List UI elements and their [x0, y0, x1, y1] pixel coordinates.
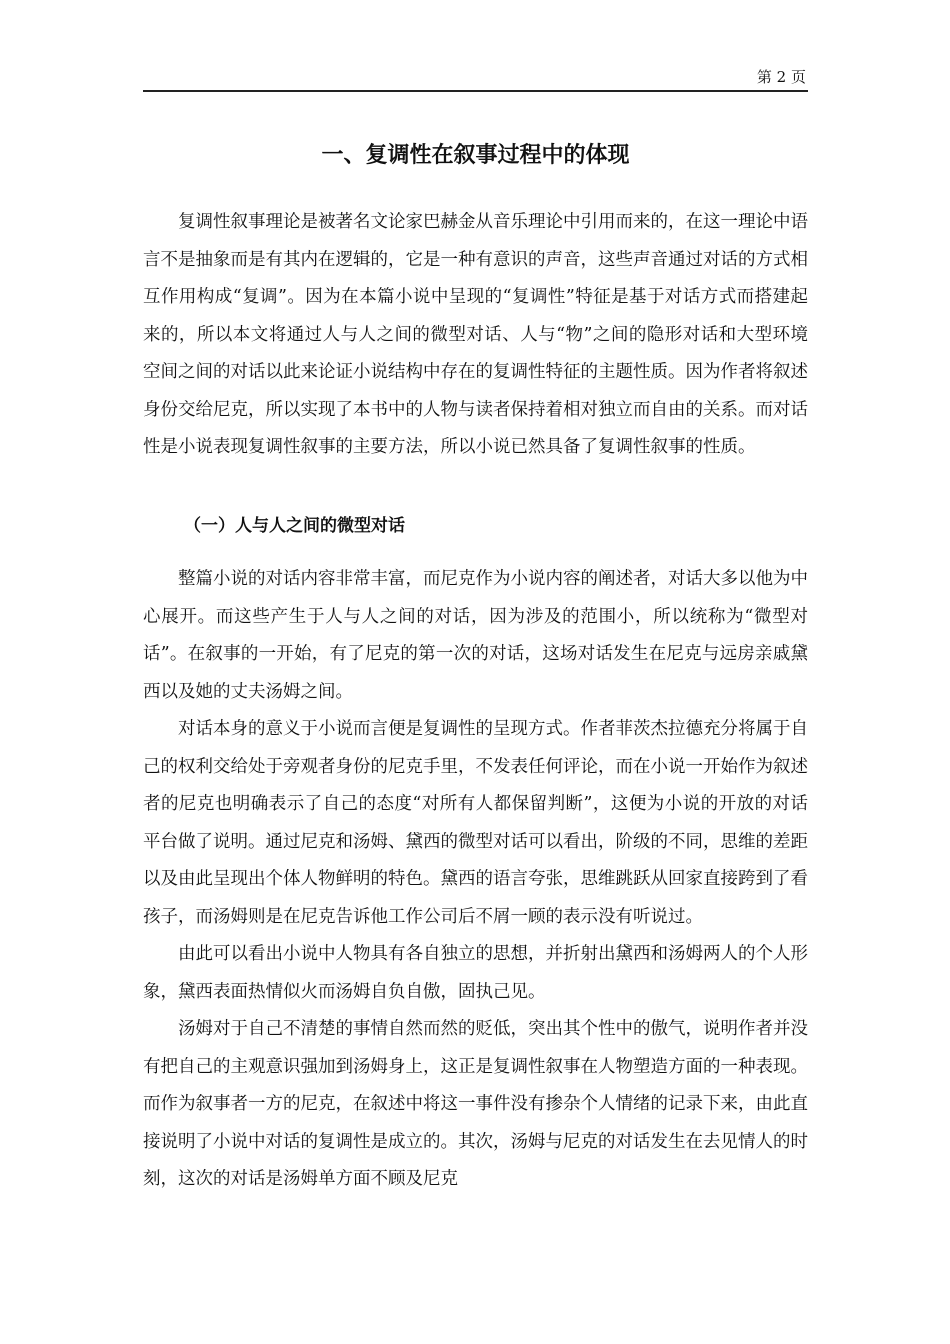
body-paragraph: 复调性叙事理论是被著名文论家巴赫金从音乐理论中引用而来的，在这一理论中语言不是抽象而是有其内在逻辑的，它是一种有意识的声音，这些声音通过对话的方式相互作用构成“复调”。因为在本篇小说中呈现的“复调性”特征是基于对话方式而搭建起来的，所以本文将通过人与人之间的微型对话、人与“物”之间的隐形对话和大型环境空间之间的对话以此来论证小说结构中存在的复调性特征的主题性质。因为作者将叙述身份交给尼克，所以实现了本书中的人物与读者保持着相对独立而自由的关系。而对话性是小说表现复调性叙事的主要方法，所以小说已然具备了复调性叙事的性质。: [143, 212, 808, 457]
page-number: 第 2 页: [756, 68, 806, 86]
intro-section: [143, 204, 808, 467]
page-header: [143, 64, 808, 92]
section-body: [143, 561, 808, 1199]
body-paragraph: 对话本身的意义于小说而言便是复调性的呈现方式。作者菲茨杰拉德充分将属于自己的权利交给处于旁观者身份的尼克手里，不发表任何评论，而在小说一开始作为叙述者的尼克也明确表示了自己的态度“对所有人都保留判断”，这便为小说的开放的对话平台做了说明。通过尼克和汤姆、黛西的微型对话可以看出，阶级的不同，思维的差距以及由此呈现出个体人物鲜明的特色。黛西的语言夸张，思维跳跃从回家直接跨到了看孩子，而汤姆则是在尼克告诉他工作公司后不屑一顾的表示没有听说过。: [143, 719, 808, 927]
chapter-title: 一、复调性在叙事过程中的体现: [321, 143, 630, 168]
body-paragraph: 由此可以看出小说中人物具有各自独立的思想，并折射出黛西和汤姆两人的个人形象，黛西表面热情似火而汤姆自负自傲，固执己见。: [143, 944, 808, 1002]
body-paragraph: 整篇小说的对话内容非常丰富，而尼克作为小说内容的阐述者，对话大多以他为中心展开。而这些产生于人与人之间的对话，因为涉及的范围小，所以统称为“微型对话”。在叙事的一开始，有了尼克的第一次的对话，这场对话发生在尼克与远房亲戚黛西以及她的丈夫汤姆之间。: [143, 569, 808, 702]
section-heading: （一）人与人之间的微型对话: [184, 516, 405, 536]
body-paragraph: 汤姆对于自己不清楚的事情自然而然的贬低，突出其个性中的傲气，说明作者并没有把自己的主观意识强加到汤姆身上，这正是复调性叙事在人物塑造方面的一种表现。而作为叙事者一方的尼克，在叙述中将这一事件没有掺杂个人情绪的记录下来，由此直接说明了小说中对话的复调性是成立的。其次，汤姆与尼克的对话发生在去见情人的时刻，这次的对话是汤姆单方面不顾及尼克: [143, 1019, 808, 1189]
